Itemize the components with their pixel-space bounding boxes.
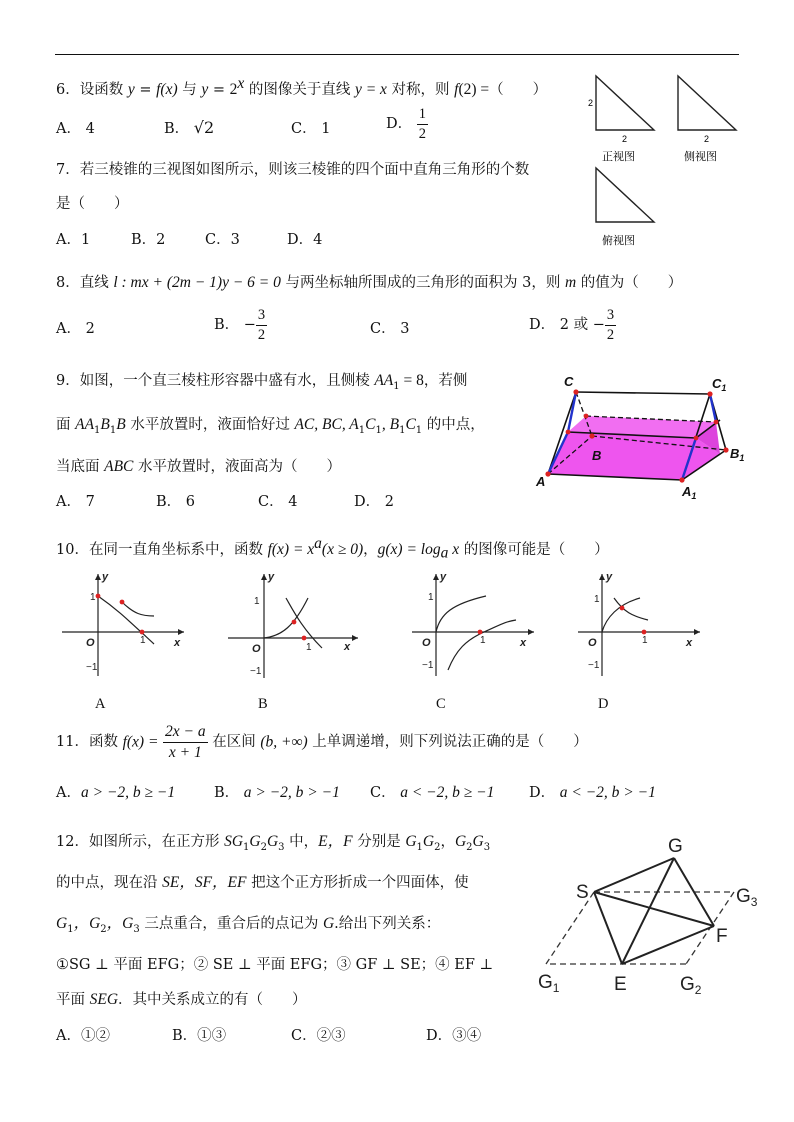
svg-text:−1: −1 — [422, 660, 434, 671]
q8-option-b: B． − $\frac{3}{2}$ — [214, 307, 266, 343]
tetrahedron-figure — [536, 830, 768, 1002]
front-view-width: 2 — [622, 134, 628, 144]
q9-option-b: B． 6 — [156, 494, 195, 510]
question-7-line-2: 是（ ） — [56, 196, 129, 212]
q9-option-c: C． 4 — [258, 494, 298, 510]
q8-option-d: D． 2 或 − $\frac{3}{2}$ — [529, 307, 615, 343]
vertex-b1: $B_1$ — [730, 446, 745, 463]
q7-option-b: B．2 — [131, 232, 166, 248]
question-6-stem: 6．设函数 y = f(x) 与 $y = 2^x$ 的图像关于直线 y = x 对称，则 f(2) =（ ） — [56, 75, 548, 98]
question-12-line-4: ①SG ⊥ 平面 EFG；② SE ⊥ 平面 EFG；③ GF ⊥ SE；④ EF ⊥ — [56, 957, 494, 973]
svg-text:1: 1 — [480, 635, 486, 646]
q11-option-d: D． a < −2, b > −1 — [529, 784, 656, 801]
svg-text:1: 1 — [306, 642, 312, 653]
q8-option-c: C． 3 — [370, 321, 410, 337]
tetra-label-s: S — [576, 882, 589, 903]
svg-text:−1: −1 — [588, 660, 600, 671]
svg-text:O: O — [86, 637, 95, 649]
tetra-label-g1: $G_1$ — [538, 972, 560, 995]
svg-text:y: y — [102, 571, 109, 583]
graph-label-a: A — [95, 696, 106, 712]
q7-option-c: C．3 — [205, 232, 240, 248]
side-view-triangle — [678, 76, 736, 130]
top-view-label: 俯视图 — [602, 235, 635, 247]
front-view-triangle — [596, 76, 654, 130]
q8-option-a: A． 2 — [56, 321, 95, 337]
question-10-stem: 10．在同一直角坐标系中，函数 $f(x) = x^a(x \ge 0)$，$g(x) = \log_a x$ 的图像可能是（ ） — [56, 535, 609, 562]
header-rule — [55, 54, 739, 55]
tetra-label-f: F — [716, 926, 728, 947]
front-view-height: 2 — [588, 98, 594, 108]
graph-label-c: C — [436, 696, 446, 712]
vertex-b: B — [592, 448, 602, 463]
vertex-a: A — [536, 474, 546, 489]
graph-c — [408, 570, 538, 680]
svg-text:O: O — [588, 637, 597, 649]
svg-text:−1: −1 — [250, 666, 262, 677]
vertex-c: C — [564, 374, 574, 389]
svg-text:x: x — [174, 637, 181, 649]
tetra-label-e: E — [614, 974, 627, 995]
q11-option-c: C． a < −2, b ≥ −1 — [370, 784, 495, 801]
q11-option-a: A．a > −2, b ≥ −1 — [56, 784, 176, 801]
tetra-label-g: G — [668, 836, 683, 857]
question-9-line-3: 当底面 ABC 水平放置时，液面高为（ ） — [56, 458, 341, 475]
graph-a — [58, 570, 188, 680]
q7-option-a: A．1 — [56, 232, 91, 248]
graph-label-d: D — [598, 696, 609, 712]
vertex-a1: $A_1$ — [682, 484, 697, 501]
q6-option-d: D． $\frac{1}{2}$ — [386, 106, 426, 142]
graph-d — [574, 570, 704, 680]
front-view-label: 正视图 — [602, 151, 635, 163]
q12-option-d: D．③④ — [426, 1028, 482, 1044]
svg-text:1: 1 — [140, 635, 146, 646]
q9-option-a: A． 7 — [56, 494, 95, 510]
tetra-label-g2: $G_2$ — [680, 974, 702, 997]
svg-text:1: 1 — [594, 594, 600, 605]
question-7-line-1: 7．若三棱锥的三视图如图所示，则该三棱锥的四个面中直角三角形的个数 — [56, 162, 530, 178]
svg-text:1: 1 — [428, 592, 434, 603]
question-9-line-2: 面 $AA_1B_1B$ 水平放置时，液面恰好过 AC, BC, $A_1C_1$, $B_1C_1$ 的中点， — [56, 416, 485, 436]
q11-option-b: B． a > −2, b > −1 — [214, 784, 340, 801]
svg-text:O: O — [422, 637, 431, 649]
top-view-triangle — [596, 168, 654, 222]
svg-text:y: y — [440, 571, 447, 583]
q6-option-c: C． 1 — [291, 121, 331, 137]
question-12-line-1: 12．如图所示，在正方形 $SG_1G_2G_3$ 中，E，F 分别是 $G_1G_2$，$G_2G_3$ — [56, 833, 491, 853]
question-8-stem: 8．直线 l : mx + (2m − 1)y − 6 = 0 与两坐标轴所围成的三角形的面积为 3，则 m 的值为（ ） — [56, 274, 683, 291]
question-11-stem: 11．函数 f(x) = $\frac{2x - a}{x + 1}$ 在区间 (b, +∞) 上单调递增，则下列说法正确的是（ ） — [56, 723, 588, 761]
svg-text:1: 1 — [254, 596, 260, 607]
q9-option-d: D． 2 — [354, 494, 394, 510]
side-view-width: 2 — [704, 134, 710, 144]
svg-text:x: x — [344, 641, 351, 653]
graph-b — [224, 570, 364, 680]
question-9-line-1: 9．如图，一个直三棱柱形容器中盛有水，且侧棱 $AA_1 = 8$，若侧 — [56, 372, 468, 392]
q12-option-b: B．①③ — [172, 1028, 227, 1044]
svg-text:1: 1 — [642, 635, 648, 646]
side-view-label: 侧视图 — [684, 151, 717, 163]
question-12-line-5: 平面 SEG．其中关系成立的有（ ） — [56, 991, 307, 1008]
three-view-figure — [588, 70, 748, 250]
tetra-label-g3: $G_3$ — [736, 886, 758, 909]
q7-option-d: D．4 — [287, 232, 323, 248]
q12-option-c: C．②③ — [291, 1028, 346, 1044]
svg-text:−1: −1 — [86, 662, 98, 673]
q6-option-a: A． 4 — [56, 121, 95, 137]
q12-option-a: A．①② — [56, 1028, 110, 1044]
svg-text:O: O — [252, 643, 261, 655]
vertex-c1: $C_1$ — [712, 376, 727, 393]
prism-figure — [530, 370, 760, 505]
q6-option-b: B． √2 — [164, 118, 215, 137]
svg-text:1: 1 — [90, 592, 96, 603]
svg-text:y: y — [268, 571, 275, 583]
svg-text:x: x — [686, 637, 693, 649]
svg-text:x: x — [520, 637, 527, 649]
question-12-line-3: $G_1$，$G_2$，$G_3$ 三点重合，重合后的点记为 G.给出下列关系： — [56, 915, 441, 935]
svg-text:y: y — [606, 571, 613, 583]
graph-label-b: B — [258, 696, 268, 712]
question-12-line-2: 的中点，现在沿 SE，SF，EF 把这个正方形折成一个四面体，使 — [56, 874, 469, 891]
